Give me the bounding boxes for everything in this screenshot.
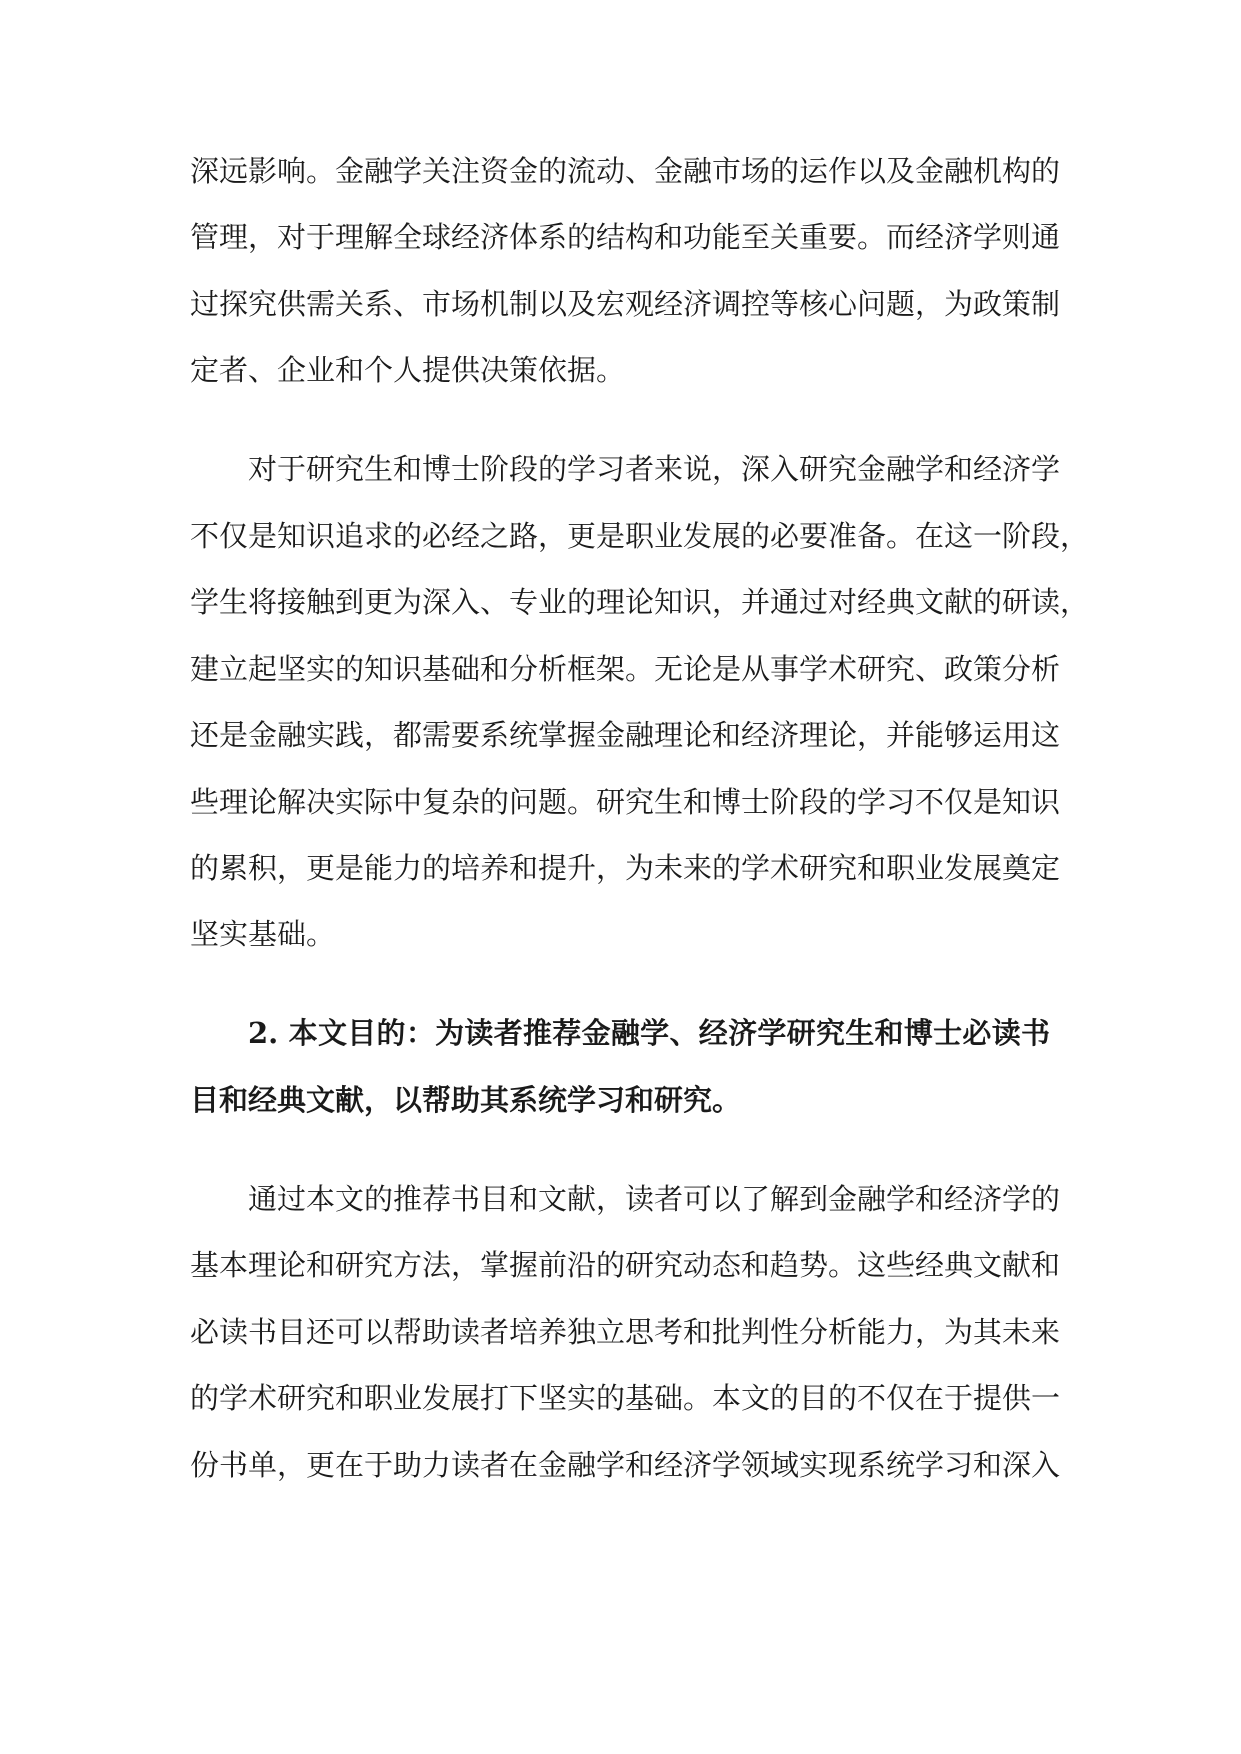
text-line: 些理论解决实际中复杂的问题。研究生和博士阶段的学习不仅是知识 [190,785,1061,819]
text-line: 通过本文的推荐书目和文献，读者可以了解到金融学和经济学的 [248,1182,1061,1216]
heading-line: 目和经典文献，以帮助其系统学习和研究。 [190,1083,742,1117]
text-line: 不仅是知识追求的必经之路，更是职业发展的必要准备。在这一阶段， [190,519,1090,553]
text-line: 必读书目还可以帮助读者培养独立思考和批判性分析能力，为其未来 [190,1315,1061,1349]
text-line: 学生将接触到更为深入、专业的理论知识，并通过对经典文献的研读， [190,585,1090,619]
text-line: 还是金融实践，都需要系统掌握金融理论和经济理论，并能够运用这 [190,718,1061,752]
text-line: 坚实基础。 [190,917,336,951]
text-line: 基本理论和研究方法，掌握前沿的研究动态和趋势。这些经典文献和 [190,1248,1061,1282]
text-line: 份书单，更在于助力读者在金融学和经济学领域实现系统学习和深入 [190,1448,1061,1482]
text-line: 管理，对于理解全球经济体系的结构和功能至关重要。而经济学则通 [190,220,1061,254]
text-line: 的学术研究和职业发展打下坚实的基础。本文的目的不仅在于提供一 [190,1381,1061,1415]
text-line: 建立起坚实的知识基础和分析框架。无论是从事学术研究、政策分析 [190,652,1061,686]
text-line: 深远影响。金融学关注资金的流动、金融市场的运作以及金融机构的 [190,154,1061,188]
heading-line: 2. 本文目的：为读者推荐金融学、经济学研究生和博士必读书 [248,1016,1050,1050]
text-line: 过探究供需关系、市场机制以及宏观经济调控等核心问题，为政策制 [190,287,1061,321]
text-line: 定者、企业和个人提供决策依据。 [190,353,626,387]
text-line: 的累积，更是能力的培养和提升，为未来的学术研究和职业发展奠定 [190,851,1061,885]
text-line: 对于研究生和博士阶段的学习者来说，深入研究金融学和经济学 [248,452,1061,486]
